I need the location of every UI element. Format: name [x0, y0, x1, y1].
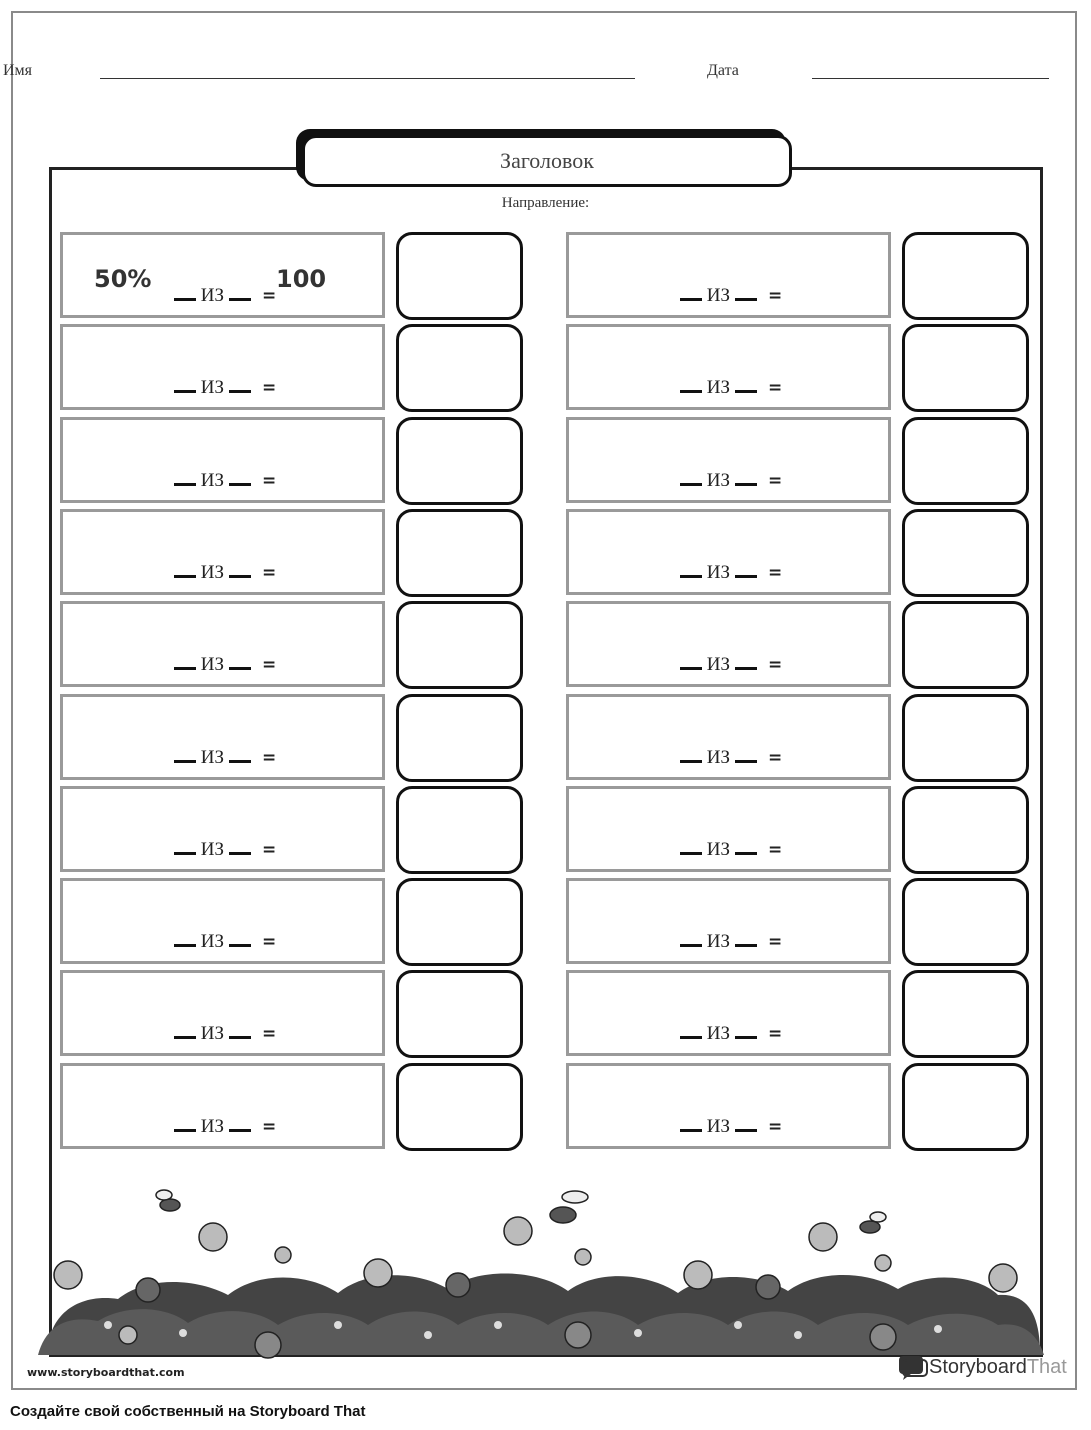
- of-word: ИЗ: [200, 470, 224, 491]
- blank-whole[interactable]: [229, 944, 251, 947]
- equals-sign: =: [768, 563, 783, 583]
- answer-box-right-8[interactable]: [902, 878, 1029, 966]
- of-word: ИЗ: [706, 1023, 730, 1044]
- blank-part[interactable]: [680, 575, 702, 578]
- blank-part[interactable]: [680, 667, 702, 670]
- equation: [63, 470, 382, 492]
- equation: [569, 654, 888, 676]
- equals-sign: =: [262, 563, 277, 583]
- blank-part[interactable]: [680, 298, 702, 301]
- of-word: ИЗ: [200, 839, 224, 860]
- of-word: ИЗ: [200, 285, 224, 306]
- equation: [63, 654, 382, 676]
- equation: [63, 377, 382, 399]
- equation: [63, 839, 382, 861]
- blank-whole[interactable]: [229, 390, 251, 393]
- blank-part[interactable]: [680, 1036, 702, 1039]
- blank-part[interactable]: [680, 390, 702, 393]
- blank-part[interactable]: [174, 483, 196, 486]
- of-word: ИЗ: [706, 654, 730, 675]
- problem-box-right-2[interactable]: [566, 324, 891, 410]
- title-text: Заголовок: [500, 148, 594, 173]
- equation: [63, 1023, 382, 1045]
- equals-sign: =: [262, 932, 277, 952]
- equation: [569, 470, 888, 492]
- of-word: ИЗ: [706, 747, 730, 768]
- equals-sign: =: [768, 1024, 783, 1044]
- blank-part[interactable]: [174, 1036, 196, 1039]
- answer-box-left-5[interactable]: [396, 601, 523, 689]
- blank-whole[interactable]: [229, 760, 251, 763]
- date-line: [812, 78, 1049, 79]
- blank-whole[interactable]: [735, 760, 757, 763]
- blank-whole[interactable]: [229, 483, 251, 486]
- equals-sign: =: [768, 378, 783, 398]
- title-box: [302, 135, 792, 187]
- problem-box-left-7[interactable]: [60, 786, 385, 872]
- problem-box-left-6[interactable]: [60, 694, 385, 780]
- blank-whole[interactable]: [229, 667, 251, 670]
- problem-box-right-8[interactable]: [566, 878, 891, 964]
- of-word: ИЗ: [200, 562, 224, 583]
- answer-box-right-6[interactable]: [902, 694, 1029, 782]
- problem-box-right-1[interactable]: [566, 232, 891, 318]
- equals-sign: =: [768, 471, 783, 491]
- of-word: ИЗ: [200, 1023, 224, 1044]
- of-word: ИЗ: [706, 470, 730, 491]
- logo-main-text: Storyboard: [929, 1355, 1027, 1378]
- equals-sign: =: [262, 1024, 277, 1044]
- blank-part[interactable]: [680, 852, 702, 855]
- equation: [63, 285, 382, 307]
- equation: [569, 562, 888, 584]
- of-word: ИЗ: [706, 285, 730, 306]
- blank-part[interactable]: [680, 483, 702, 486]
- equals-sign: =: [768, 655, 783, 675]
- blank-whole[interactable]: [735, 1036, 757, 1039]
- problem-box-left-9[interactable]: [60, 970, 385, 1056]
- equation: [63, 747, 382, 769]
- garden-illustration: [38, 1175, 1044, 1360]
- date-label: Дата: [707, 62, 739, 79]
- answer-box-right-2[interactable]: [902, 324, 1029, 412]
- equals-sign: =: [262, 471, 277, 491]
- blank-part[interactable]: [174, 575, 196, 578]
- blank-whole[interactable]: [735, 390, 757, 393]
- direction-text: Направление:: [501, 195, 590, 211]
- example-total: 100: [276, 265, 327, 293]
- of-word: ИЗ: [706, 931, 730, 952]
- blank-whole[interactable]: [229, 298, 251, 301]
- problem-box-left-8[interactable]: [60, 878, 385, 964]
- equals-sign: =: [262, 1117, 277, 1137]
- problem-box-left-2[interactable]: [60, 324, 385, 410]
- equals-sign: =: [768, 1117, 783, 1137]
- problem-box-right-3[interactable]: [566, 417, 891, 503]
- answer-box-right-10[interactable]: [902, 1063, 1029, 1151]
- equals-sign: =: [262, 286, 277, 306]
- answer-box-right-4[interactable]: [902, 509, 1029, 597]
- problem-box-right-7[interactable]: [566, 786, 891, 872]
- equals-sign: =: [262, 748, 277, 768]
- of-word: ИЗ: [706, 839, 730, 860]
- equals-sign: =: [768, 932, 783, 952]
- problem-box-right-9[interactable]: [566, 970, 891, 1056]
- storyboard-logo[interactable]: [897, 1354, 1067, 1380]
- equation: [569, 377, 888, 399]
- equals-sign: =: [768, 286, 783, 306]
- answer-box-left-2[interactable]: [396, 324, 523, 412]
- blank-part[interactable]: [174, 852, 196, 855]
- answer-box-left-7[interactable]: [396, 786, 523, 874]
- name-line: [100, 78, 635, 79]
- blank-whole[interactable]: [735, 667, 757, 670]
- equals-sign: =: [262, 840, 277, 860]
- name-label: Имя: [3, 62, 33, 79]
- example-percent: 50%: [94, 265, 152, 293]
- footer-text: Создайте свой собственный на Storyboard That: [10, 1403, 366, 1420]
- blank-whole[interactable]: [229, 1129, 251, 1132]
- of-word: ИЗ: [200, 931, 224, 952]
- of-word: ИЗ: [200, 747, 224, 768]
- answer-box-left-10[interactable]: [396, 1063, 523, 1151]
- problem-box-right-6[interactable]: [566, 694, 891, 780]
- answer-box-right-5[interactable]: [902, 601, 1029, 689]
- blank-part[interactable]: [174, 667, 196, 670]
- blank-whole[interactable]: [735, 483, 757, 486]
- answer-box-left-4[interactable]: [396, 509, 523, 597]
- blank-whole[interactable]: [229, 575, 251, 578]
- blank-part[interactable]: [680, 1129, 702, 1132]
- speech-bubble-icon: [897, 1354, 929, 1380]
- problem-box-left-10[interactable]: [60, 1063, 385, 1149]
- answer-box-right-1[interactable]: [902, 232, 1029, 320]
- equals-sign: =: [768, 840, 783, 860]
- of-word: ИЗ: [200, 377, 224, 398]
- blank-whole[interactable]: [229, 1036, 251, 1039]
- storyboard-url[interactable]: www.storyboardthat.com: [27, 1366, 185, 1379]
- blank-part[interactable]: [174, 390, 196, 393]
- answer-box-left-1[interactable]: [396, 232, 523, 320]
- blank-part[interactable]: [174, 1129, 196, 1132]
- of-word: ИЗ: [706, 562, 730, 583]
- blank-whole[interactable]: [735, 852, 757, 855]
- equation: [63, 931, 382, 953]
- problem-box-right-10[interactable]: [566, 1063, 891, 1149]
- answer-box-left-8[interactable]: [396, 878, 523, 966]
- blank-whole[interactable]: [735, 944, 757, 947]
- blank-part[interactable]: [174, 298, 196, 301]
- of-word: ИЗ: [706, 377, 730, 398]
- equation: [569, 285, 888, 307]
- answer-box-left-3[interactable]: [396, 417, 523, 505]
- equation: [569, 1023, 888, 1045]
- answer-box-right-9[interactable]: [902, 970, 1029, 1058]
- answer-box-right-3[interactable]: [902, 417, 1029, 505]
- blank-part[interactable]: [680, 944, 702, 947]
- equation: [569, 839, 888, 861]
- equation: [569, 1116, 888, 1138]
- logo-accent-text: That: [1026, 1355, 1067, 1378]
- blank-part[interactable]: [174, 944, 196, 947]
- problem-box-right-4[interactable]: [566, 509, 891, 595]
- problem-box-left-4[interactable]: [60, 509, 385, 595]
- answer-box-left-9[interactable]: [396, 970, 523, 1058]
- answer-box-right-7[interactable]: [902, 786, 1029, 874]
- of-word: ИЗ: [200, 1116, 224, 1137]
- of-word: ИЗ: [200, 654, 224, 675]
- problem-box-right-5[interactable]: [566, 601, 891, 687]
- problem-box-left-1[interactable]: [60, 232, 385, 318]
- blank-whole[interactable]: [735, 1129, 757, 1132]
- blank-whole[interactable]: [735, 575, 757, 578]
- equals-sign: =: [262, 378, 277, 398]
- equation: [63, 1116, 382, 1138]
- problem-box-left-3[interactable]: [60, 417, 385, 503]
- equation: [569, 931, 888, 953]
- equation: [63, 562, 382, 584]
- blank-part[interactable]: [680, 760, 702, 763]
- blank-whole[interactable]: [229, 852, 251, 855]
- blank-whole[interactable]: [735, 298, 757, 301]
- blank-part[interactable]: [174, 760, 196, 763]
- of-word: ИЗ: [706, 1116, 730, 1137]
- equals-sign: =: [262, 655, 277, 675]
- equals-sign: =: [768, 748, 783, 768]
- equation: [569, 747, 888, 769]
- answer-box-left-6[interactable]: [396, 694, 523, 782]
- problem-box-left-5[interactable]: [60, 601, 385, 687]
